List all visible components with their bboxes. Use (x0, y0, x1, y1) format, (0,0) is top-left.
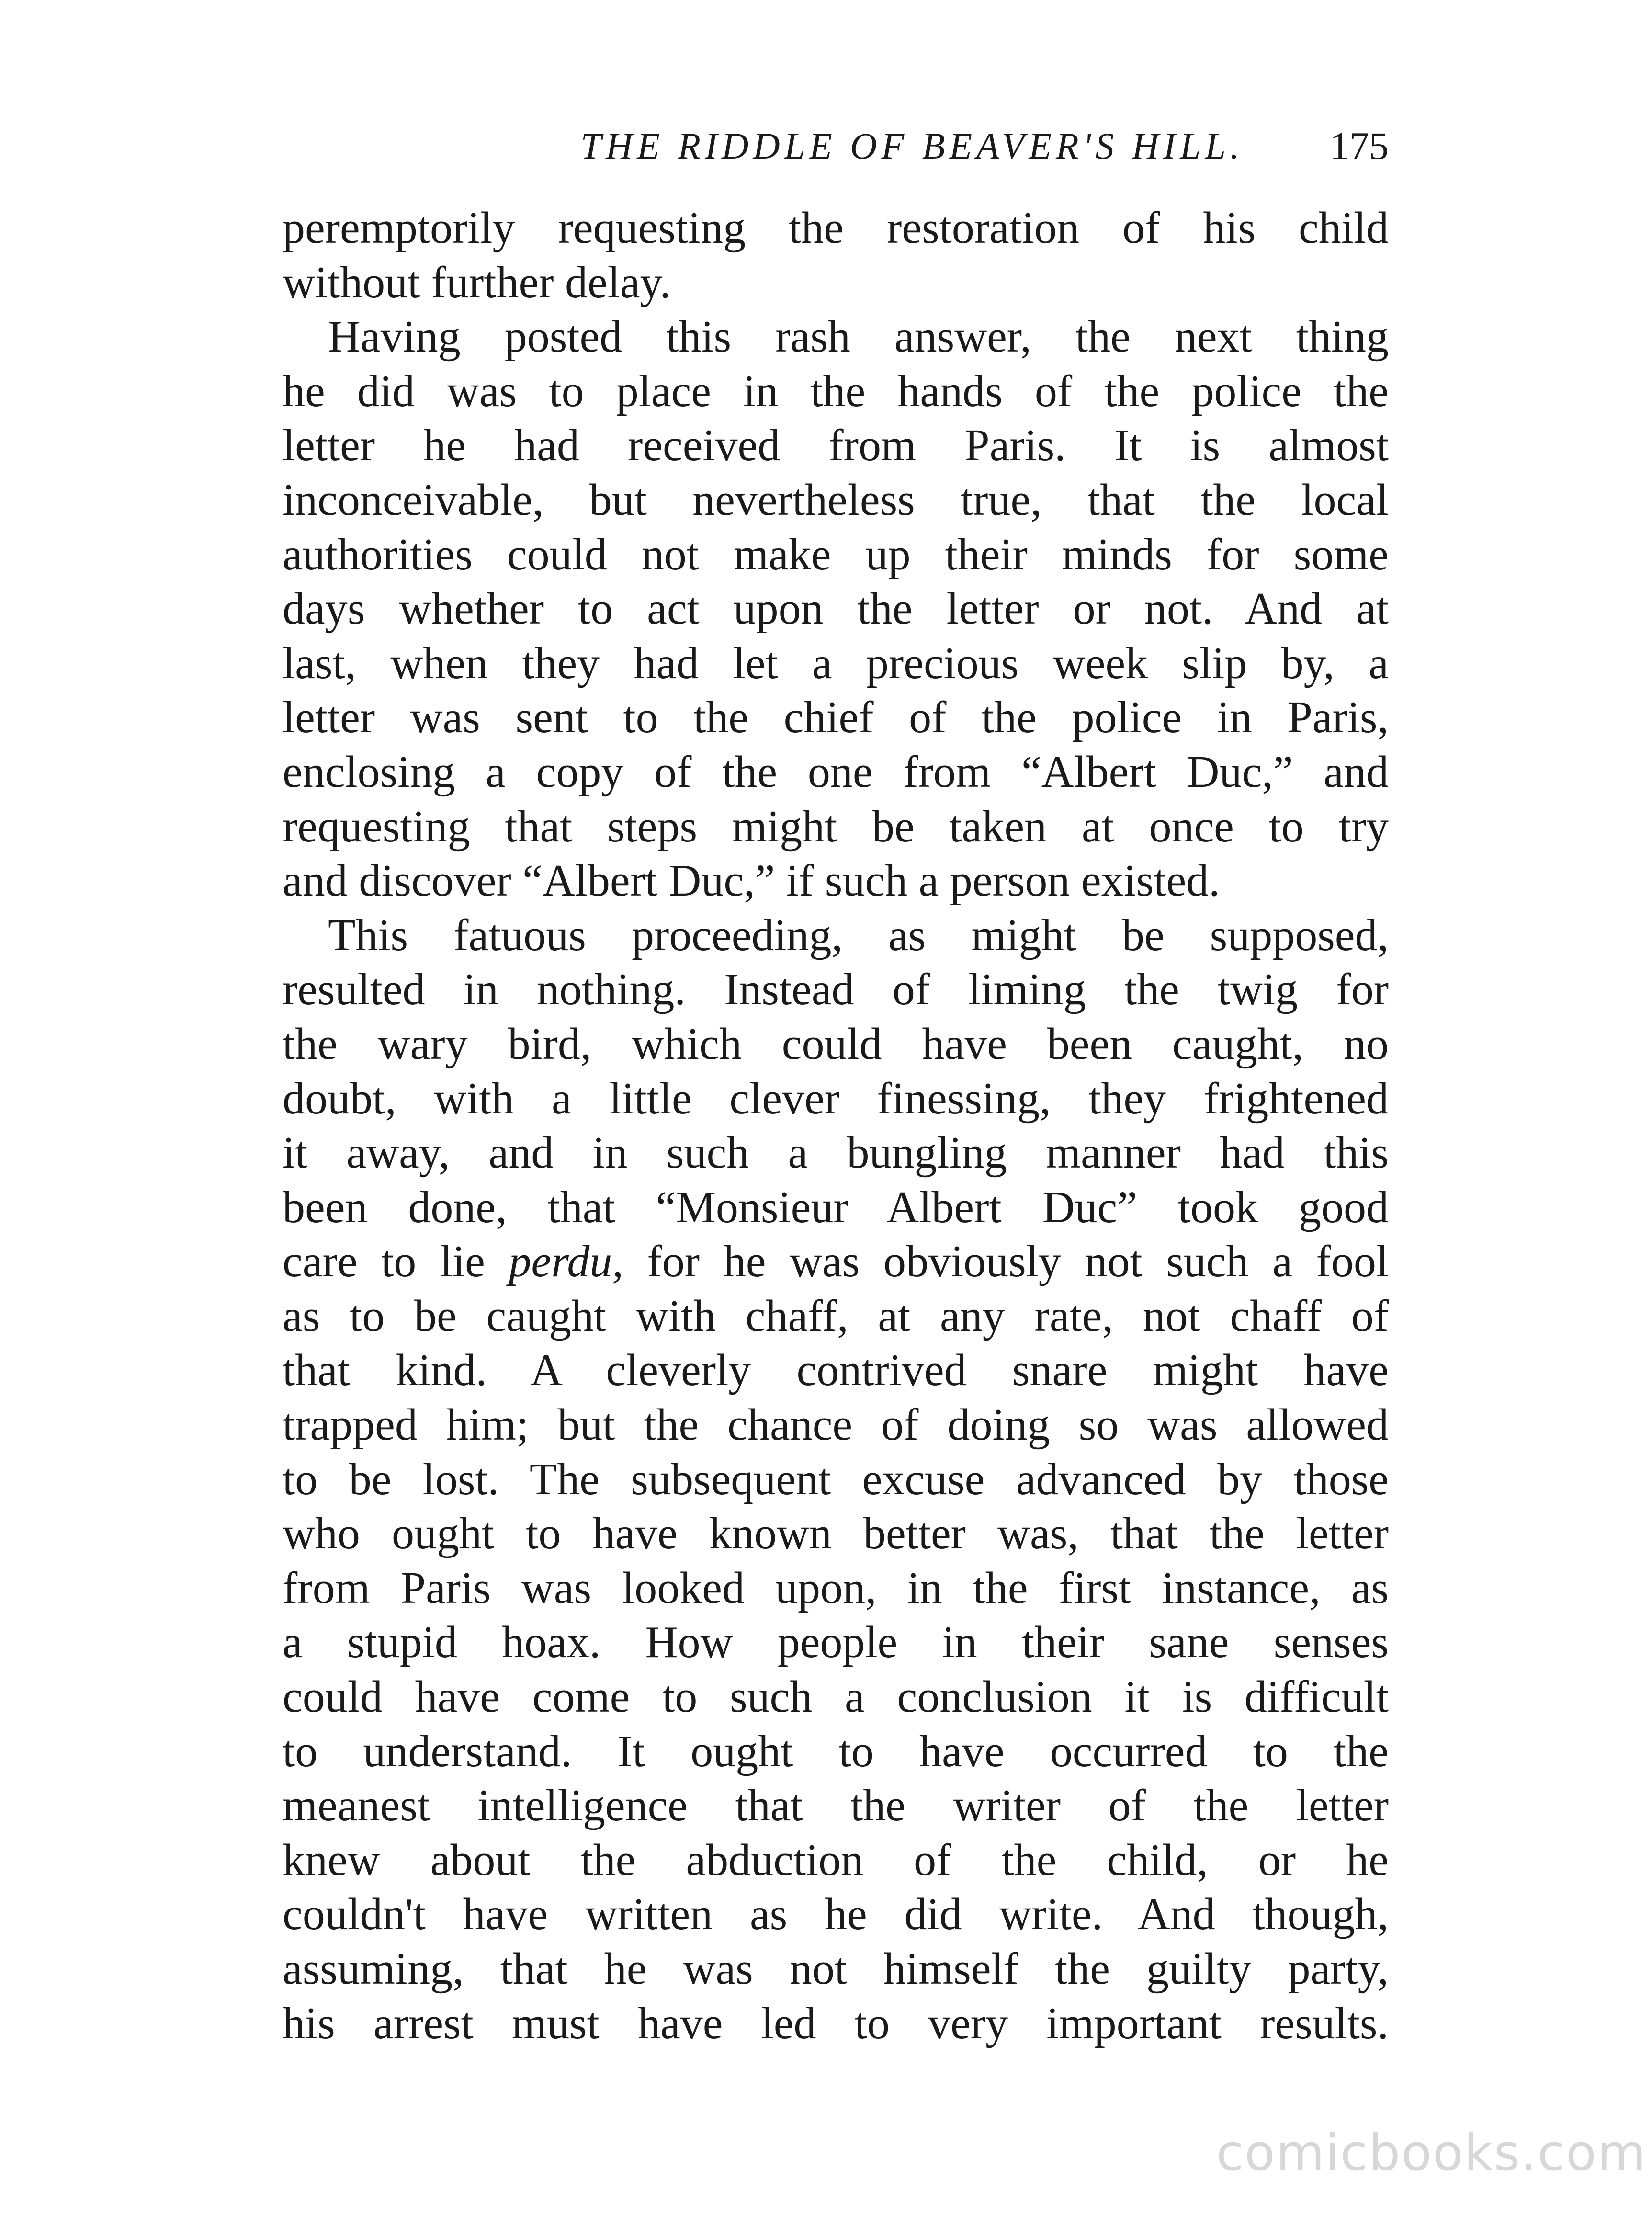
text-line: last, when they had let a precious week slip by, a (283, 638, 1389, 688)
text-line: letter was sent to the chief of the police in Paris, (283, 693, 1389, 743)
text-line: authorities could not make up their minds for some (283, 529, 1389, 579)
text-line: peremptorily requesting the restoration of his child (283, 203, 1389, 253)
text-line: been done, that “Monsieur Albert Duc” took good (283, 1182, 1389, 1232)
text-line: a stupid hoax. How people in their sane senses (283, 1617, 1389, 1668)
body-text (283, 201, 1389, 2051)
running-header-title: THE RIDDLE OF BEAVER'S HILL. (580, 125, 1244, 167)
text-line: inconceivable, but nevertheless true, that the local (283, 475, 1389, 525)
text-line: requesting that steps might be taken at once to try (283, 801, 1389, 852)
text-line: letter he had received from Paris. It is almost (283, 420, 1389, 471)
paragraph-start-line: This fatuous proceeding, as might be supposed, (328, 910, 1389, 960)
text-line: his arrest must have led to very important results. (283, 1998, 1389, 2048)
text-line: resulted in nothing. Instead of liming the twig for (283, 965, 1389, 1015)
text-line: trapped him; but the chance of doing so was allowed (283, 1400, 1389, 1450)
text-line: couldn't have written as he did write. And though, (283, 1889, 1389, 1940)
text-line: it away, and in such a bungling manner had this (283, 1128, 1389, 1178)
text-line: enclosing a copy of the one from “Albert Duc,” and (283, 747, 1389, 797)
text-line: meanest intelligence that the writer of the letter (283, 1781, 1389, 1831)
text-line: as to be caught with chaff, at any rate, not chaff of (283, 1291, 1389, 1341)
text-line: the wary bird, which could have been caught, no (283, 1019, 1389, 1069)
paragraph-start-line: Having posted this rash answer, the next thing (328, 312, 1389, 362)
text-line: from Paris was looked upon, in the first instance, as (283, 1563, 1389, 1613)
text-line: that kind. A cleverly contrived snare might have (283, 1345, 1389, 1396)
text-line: days whether to act upon the letter or not. And at (283, 584, 1389, 634)
italic-word-perdu: perdu, (509, 1237, 623, 1287)
text-line: assuming, that he was not himself the guilty party, (283, 1944, 1389, 1994)
text-line: to be lost. The subsequent excuse advanced by those (283, 1454, 1389, 1504)
page-number: 175 (1330, 124, 1389, 168)
text-line: to understand. It ought to have occurred to the (283, 1726, 1389, 1776)
text-line: without further delay. (283, 257, 671, 307)
watermark-text: comicbooks.com (1216, 2124, 1647, 2182)
text-line: could have come to such a conclusion it is difficult (283, 1672, 1389, 1722)
text-line-with-italic (283, 1235, 1389, 1289)
text-line: and discover “Albert Duc,” if such a person existed. (283, 856, 1220, 906)
text-line: knew about the abduction of the child, or he (283, 1835, 1389, 1885)
text-line: who ought to have known better was, that the letter (283, 1509, 1389, 1559)
text-segment: care to lie (283, 1237, 509, 1287)
text-line: he did was to place in the hands of the police the (283, 366, 1389, 416)
text-line: doubt, with a little clever finessing, they frightened (283, 1073, 1389, 1124)
text-segment: for he was obviously not such a fool (623, 1237, 1389, 1287)
